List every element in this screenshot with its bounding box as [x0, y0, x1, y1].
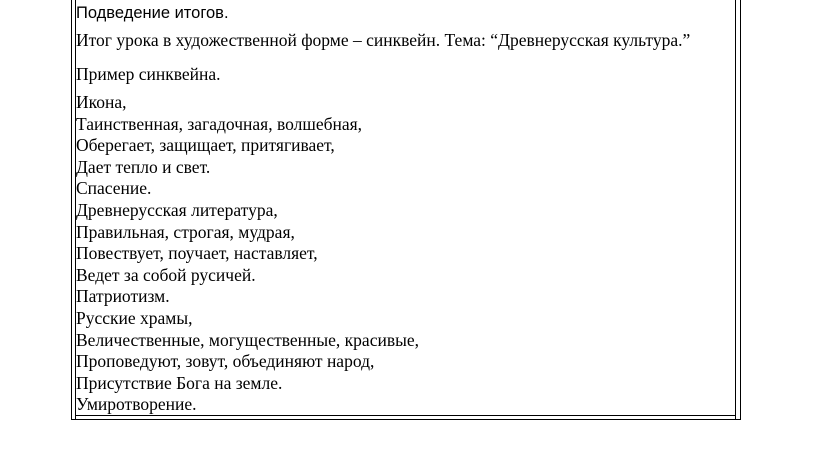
poem-line: Русские храмы, [76, 307, 193, 328]
poem-line: Повествует, поучает, наставляет, [76, 243, 318, 264]
section-heading-text: Подведение итогов [76, 4, 224, 22]
poem-line: Величественные, могущественные, красивые, [76, 329, 419, 350]
poem-line: Спасение. [76, 178, 152, 199]
poem-line: Патриотизм. [76, 286, 170, 307]
poem-line: Оберегает, защищает, притягивает, [76, 135, 335, 156]
poem-line: Правильная, строгая, мудрая, [76, 221, 295, 242]
intro-paragraph: Итог урока в художественной форме – синквейн. Тема: “Древнерусская культура.” [76, 30, 691, 50]
section-heading-punct: . [223, 4, 229, 22]
poem-line: Проповедуют, зовут, объединяют народ, [76, 351, 375, 372]
poem-line: Таинственная, загадочная, волшебная, [76, 113, 363, 134]
frame-outer-right-border [740, 0, 741, 419]
poem-line: Присутствие Бога на земле. [76, 372, 283, 393]
document-content [76, 0, 736, 416]
example-label: Пример синквейна. [76, 64, 221, 84]
poem-line: Дает тепло и свет. [76, 156, 211, 177]
poem-line: Древнерусская литература, [76, 199, 278, 220]
poem-line: Умиротворение. [76, 394, 197, 415]
section-heading [76, 2, 736, 24]
syncwine-poem [76, 92, 736, 416]
poem-line: Ведет за собой русичей. [76, 264, 256, 285]
poem-line: Икона, [76, 92, 127, 112]
